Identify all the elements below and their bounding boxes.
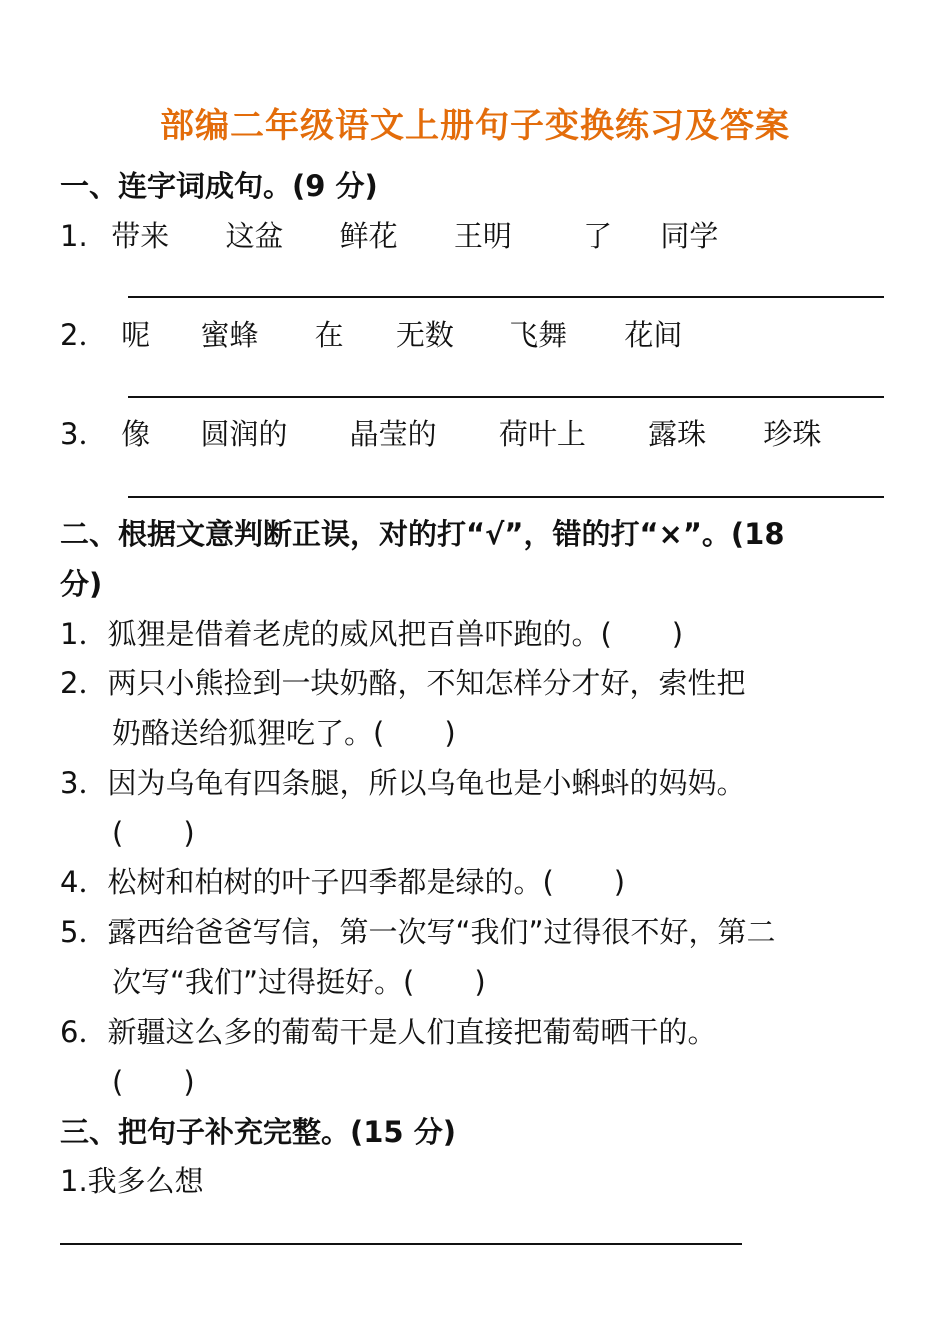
word: 呢	[121, 318, 151, 352]
word: 了	[583, 219, 613, 253]
statement: 露西给爸爸写信，第一次写“我们”过得很不好，第二	[107, 915, 776, 949]
statement: 新疆这么多的葡萄干是人们直接把葡萄晒干的。	[107, 1015, 717, 1049]
item-number: 3．	[60, 766, 108, 800]
s2-item-2-cont	[112, 713, 456, 753]
statement-cont: 奶酪送给狐狸吃了。(	[112, 716, 385, 750]
item-number: 2．	[60, 318, 108, 352]
item-number: 1．	[60, 617, 108, 651]
close-paren: )	[671, 617, 684, 651]
s1-item-1	[60, 216, 718, 256]
statement: 松树和柏树的叶子四季都是绿的。(	[107, 865, 554, 899]
item-number: 3．	[60, 417, 108, 451]
s2-item-6-cont	[112, 1062, 195, 1102]
item-number: 6．	[60, 1015, 108, 1049]
word: 晶莹的	[349, 417, 437, 451]
close-paren: )	[183, 1065, 195, 1099]
answer-line[interactable]	[128, 496, 884, 498]
close-paren: )	[183, 816, 195, 850]
s3-item-1: 1.我多么想	[60, 1164, 204, 1198]
word: 鲜花	[339, 219, 398, 253]
statement: 因为乌龟有四条腿，所以乌龟也是小蝌蚪的妈妈。	[107, 766, 746, 800]
s2-item-2	[60, 663, 745, 703]
word: 花间	[624, 318, 683, 352]
word: 荷叶上	[498, 417, 586, 451]
section2-heading: 二、根据文意判断正误，对的打“√”，错的打“×”。(18	[60, 517, 785, 551]
word: 像	[121, 417, 151, 451]
word: 带来	[111, 219, 170, 253]
item-number: 2．	[60, 666, 108, 700]
word: 在	[314, 318, 344, 352]
close-paren: )	[613, 865, 626, 899]
item-number: 1.	[60, 219, 88, 253]
s1-item-2	[60, 315, 682, 355]
word: 蜜蜂	[200, 318, 259, 352]
answer-line[interactable]	[128, 396, 884, 398]
s2-item-3-cont	[112, 813, 195, 853]
s2-item-3	[60, 763, 745, 803]
section2-heading-cont: 分)	[60, 567, 103, 601]
statement-cont: 次写“我们”过得挺好。(	[112, 965, 415, 999]
item-number: 4．	[60, 865, 108, 899]
open-paren: (	[112, 1065, 124, 1099]
s2-item-6	[60, 1012, 716, 1052]
section3-heading: 三、把句子补充完整。(15 分)	[60, 1115, 456, 1149]
statement: 狐狸是借着老虎的威风把百兽吓跑的。(	[107, 617, 612, 651]
answer-line[interactable]	[60, 1243, 742, 1245]
close-paren: )	[474, 965, 486, 999]
s2-item-4	[60, 862, 625, 902]
open-paren: (	[112, 816, 124, 850]
s2-item-5	[60, 912, 776, 952]
s2-item-1	[60, 614, 683, 654]
page-title: 部编二年级语文上册句子变换练习及答案	[160, 106, 790, 146]
word: 这盆	[225, 219, 284, 253]
word: 同学	[660, 219, 719, 253]
word: 露珠	[648, 417, 707, 451]
s2-item-5-cont	[112, 962, 486, 1002]
word: 无数	[395, 318, 454, 352]
word: 珍珠	[763, 417, 822, 451]
word: 飞舞	[509, 318, 568, 352]
section1-heading: 一、连字词成句。(9 分)	[60, 169, 378, 203]
word: 圆润的	[200, 417, 288, 451]
word: 王明	[453, 219, 512, 253]
statement: 两只小熊捡到一块奶酪，不知怎样分才好，索性把	[107, 666, 746, 700]
close-paren: )	[444, 716, 456, 750]
s1-item-3	[60, 414, 821, 454]
answer-line[interactable]	[128, 296, 884, 298]
item-number: 5．	[60, 915, 108, 949]
